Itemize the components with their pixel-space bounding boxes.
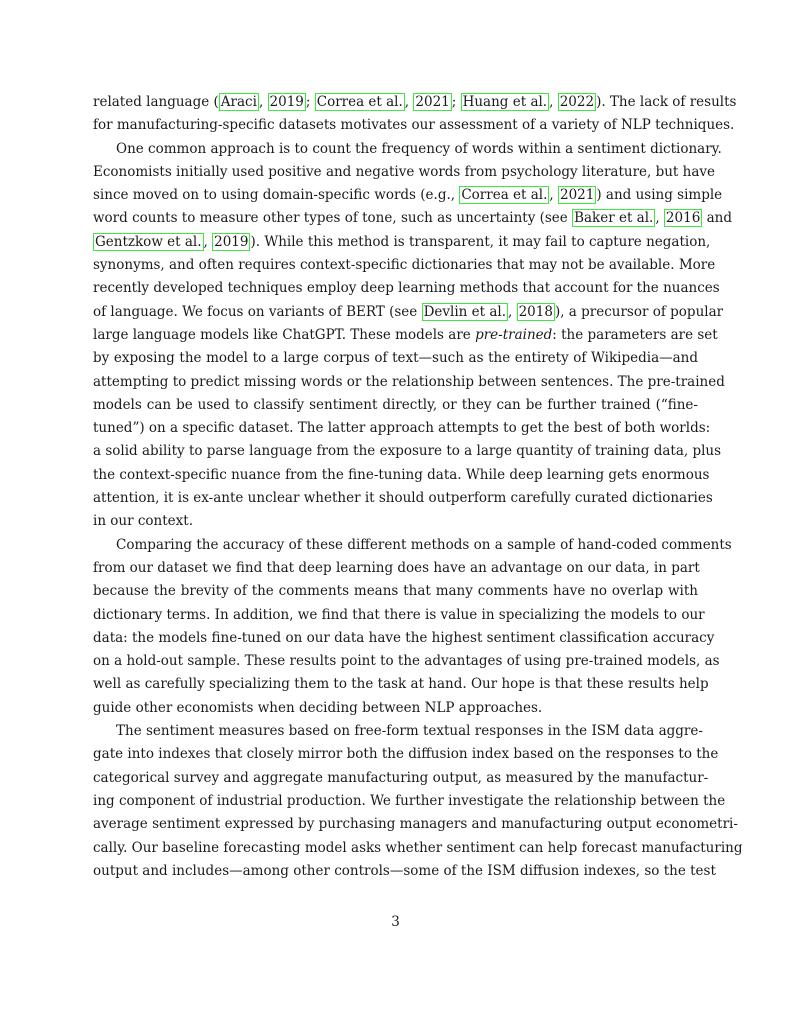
text-line: in our context. <box>93 513 193 530</box>
body-text <box>93 91 743 883</box>
citation-link[interactable]: 2016 <box>665 210 701 227</box>
citation-link[interactable]: 2022 <box>559 94 595 110</box>
text-line: cally. Our baseline forecasting model asks whether sentiment can help forecast manufacturing <box>93 839 743 856</box>
citation-link[interactable]: Devlin et al. <box>423 303 506 320</box>
citation-link[interactable]: 2021 <box>560 187 595 204</box>
text-line: from our dataset we find that deep learning does have an advantage on our data, in part <box>93 559 700 576</box>
text-line: Economists initially used positive and negative words from psychology literature, but have <box>93 163 716 180</box>
text-line: average sentiment expressed by purchasing managers and manufacturing output econometri- <box>93 816 738 833</box>
paragraph <box>93 720 743 883</box>
text-line: because the brevity of the comments means that many comments have no overlap with <box>93 583 698 600</box>
text-line: word counts to measure other types of tone, such as uncertainty (see Baker et al. , 2016 and <box>93 210 732 227</box>
citation-link[interactable]: Huang et al. <box>462 94 548 110</box>
paragraph <box>93 534 732 720</box>
paragraph <box>93 138 732 534</box>
text-line: the context-specific nuance from the fine-tuning data. While deep learning gets enormous <box>93 466 710 483</box>
text-line: large language models like ChatGPT. These models are pre-trained: the parameters are set <box>93 326 718 343</box>
text-line: of language. We focus on variants of BERT (see Devlin et al. , 2018 ), a precursor of popular <box>93 303 724 320</box>
citation-link[interactable]: Baker et al. <box>574 210 654 227</box>
text-line: dictionary terms. In addition, we find that there is value in specializing the models to our <box>93 606 705 623</box>
text-line: on a hold-out sample. These results point to the advantages of using pre-trained models, as <box>93 653 720 670</box>
page-number: 3 <box>391 914 400 930</box>
emphasized-term: pre-trained <box>475 326 553 343</box>
citation-link[interactable]: 2019 <box>214 233 249 250</box>
text-line: The sentiment measures based on free-form textual responses in the ISM data aggre- <box>116 723 703 740</box>
text-line: by exposing the model to a large corpus of text—such as the entirety of Wikipedia—and <box>93 350 698 367</box>
citation-link[interactable]: 2021 <box>415 94 450 110</box>
text-line: recently developed techniques employ deep learning methods that account for the nuances <box>93 280 720 297</box>
text-line: synonyms, and often requires context-specific dictionaries that may not be available. More <box>93 257 716 274</box>
text-line: attention, it is ex-ante unclear whether it should outperform carefully curated dictionaries <box>93 490 713 507</box>
text-line: output and includes—among other controls—some of the ISM diffusion indexes, so the test <box>93 862 716 879</box>
text-line: categorical survey and aggregate manufacturing output, as measured by the manufactur- <box>93 769 709 786</box>
text-line: Gentzkow et al. , 2019 ). While this method is transparent, it may fail to capture negation, <box>95 233 711 250</box>
text-line: ing component of industrial production. We further investigate the relationship between the <box>93 792 726 809</box>
citation-link[interactable]: 2019 <box>269 94 304 110</box>
text-line: One common approach is to count the frequency of words within a sentiment dictionary. <box>116 140 722 157</box>
text-line: models can be used to classify sentiment directly, or they can be further trained (“fine- <box>93 396 698 413</box>
text-line: data: the models fine-tuned on our data have the highest sentiment classification accuracy <box>93 629 715 646</box>
citation-link[interactable]: Gentzkow et al. <box>95 233 202 250</box>
text-line: gate into indexes that closely mirror both the diffusion index based on the responses to the <box>93 746 719 763</box>
text-line: a solid ability to parse language from the exposure to a large quantity of training data, plus <box>93 443 722 460</box>
text-line: since moved on to using domain-specific words (e.g., Correa et al. , 2021 ) and using simple <box>93 187 723 204</box>
text-line: guide other economists when deciding between NLP approaches. <box>93 699 543 716</box>
citation-link[interactable]: Araci <box>220 94 257 110</box>
text-line: attempting to predict missing words or the relationship between sentences. The pre-trained <box>93 373 725 390</box>
paragraph <box>93 91 737 138</box>
text-line: for manufacturing-specific datasets motivates our assessment of a variety of NLP techniques. <box>93 117 735 134</box>
text-line: tuned”) on a specific dataset. The latter approach attempts to get the best of both worlds: <box>93 420 711 437</box>
citation-link[interactable]: Correa et al. <box>461 187 548 204</box>
citation-link[interactable]: 2018 <box>518 303 553 320</box>
citation-link[interactable]: Correa et al. <box>316 94 403 110</box>
text-line: Comparing the accuracy of these different methods on a sample of hand-coded comments <box>116 536 732 553</box>
text-line: well as carefully specializing them to the task at hand. Our hope is that these results help <box>93 676 709 693</box>
text-line: related language ( Araci , 2019 ; Correa et al. , 2021 ; Huang et al. , 2022 ). The lack of results <box>93 94 737 110</box>
